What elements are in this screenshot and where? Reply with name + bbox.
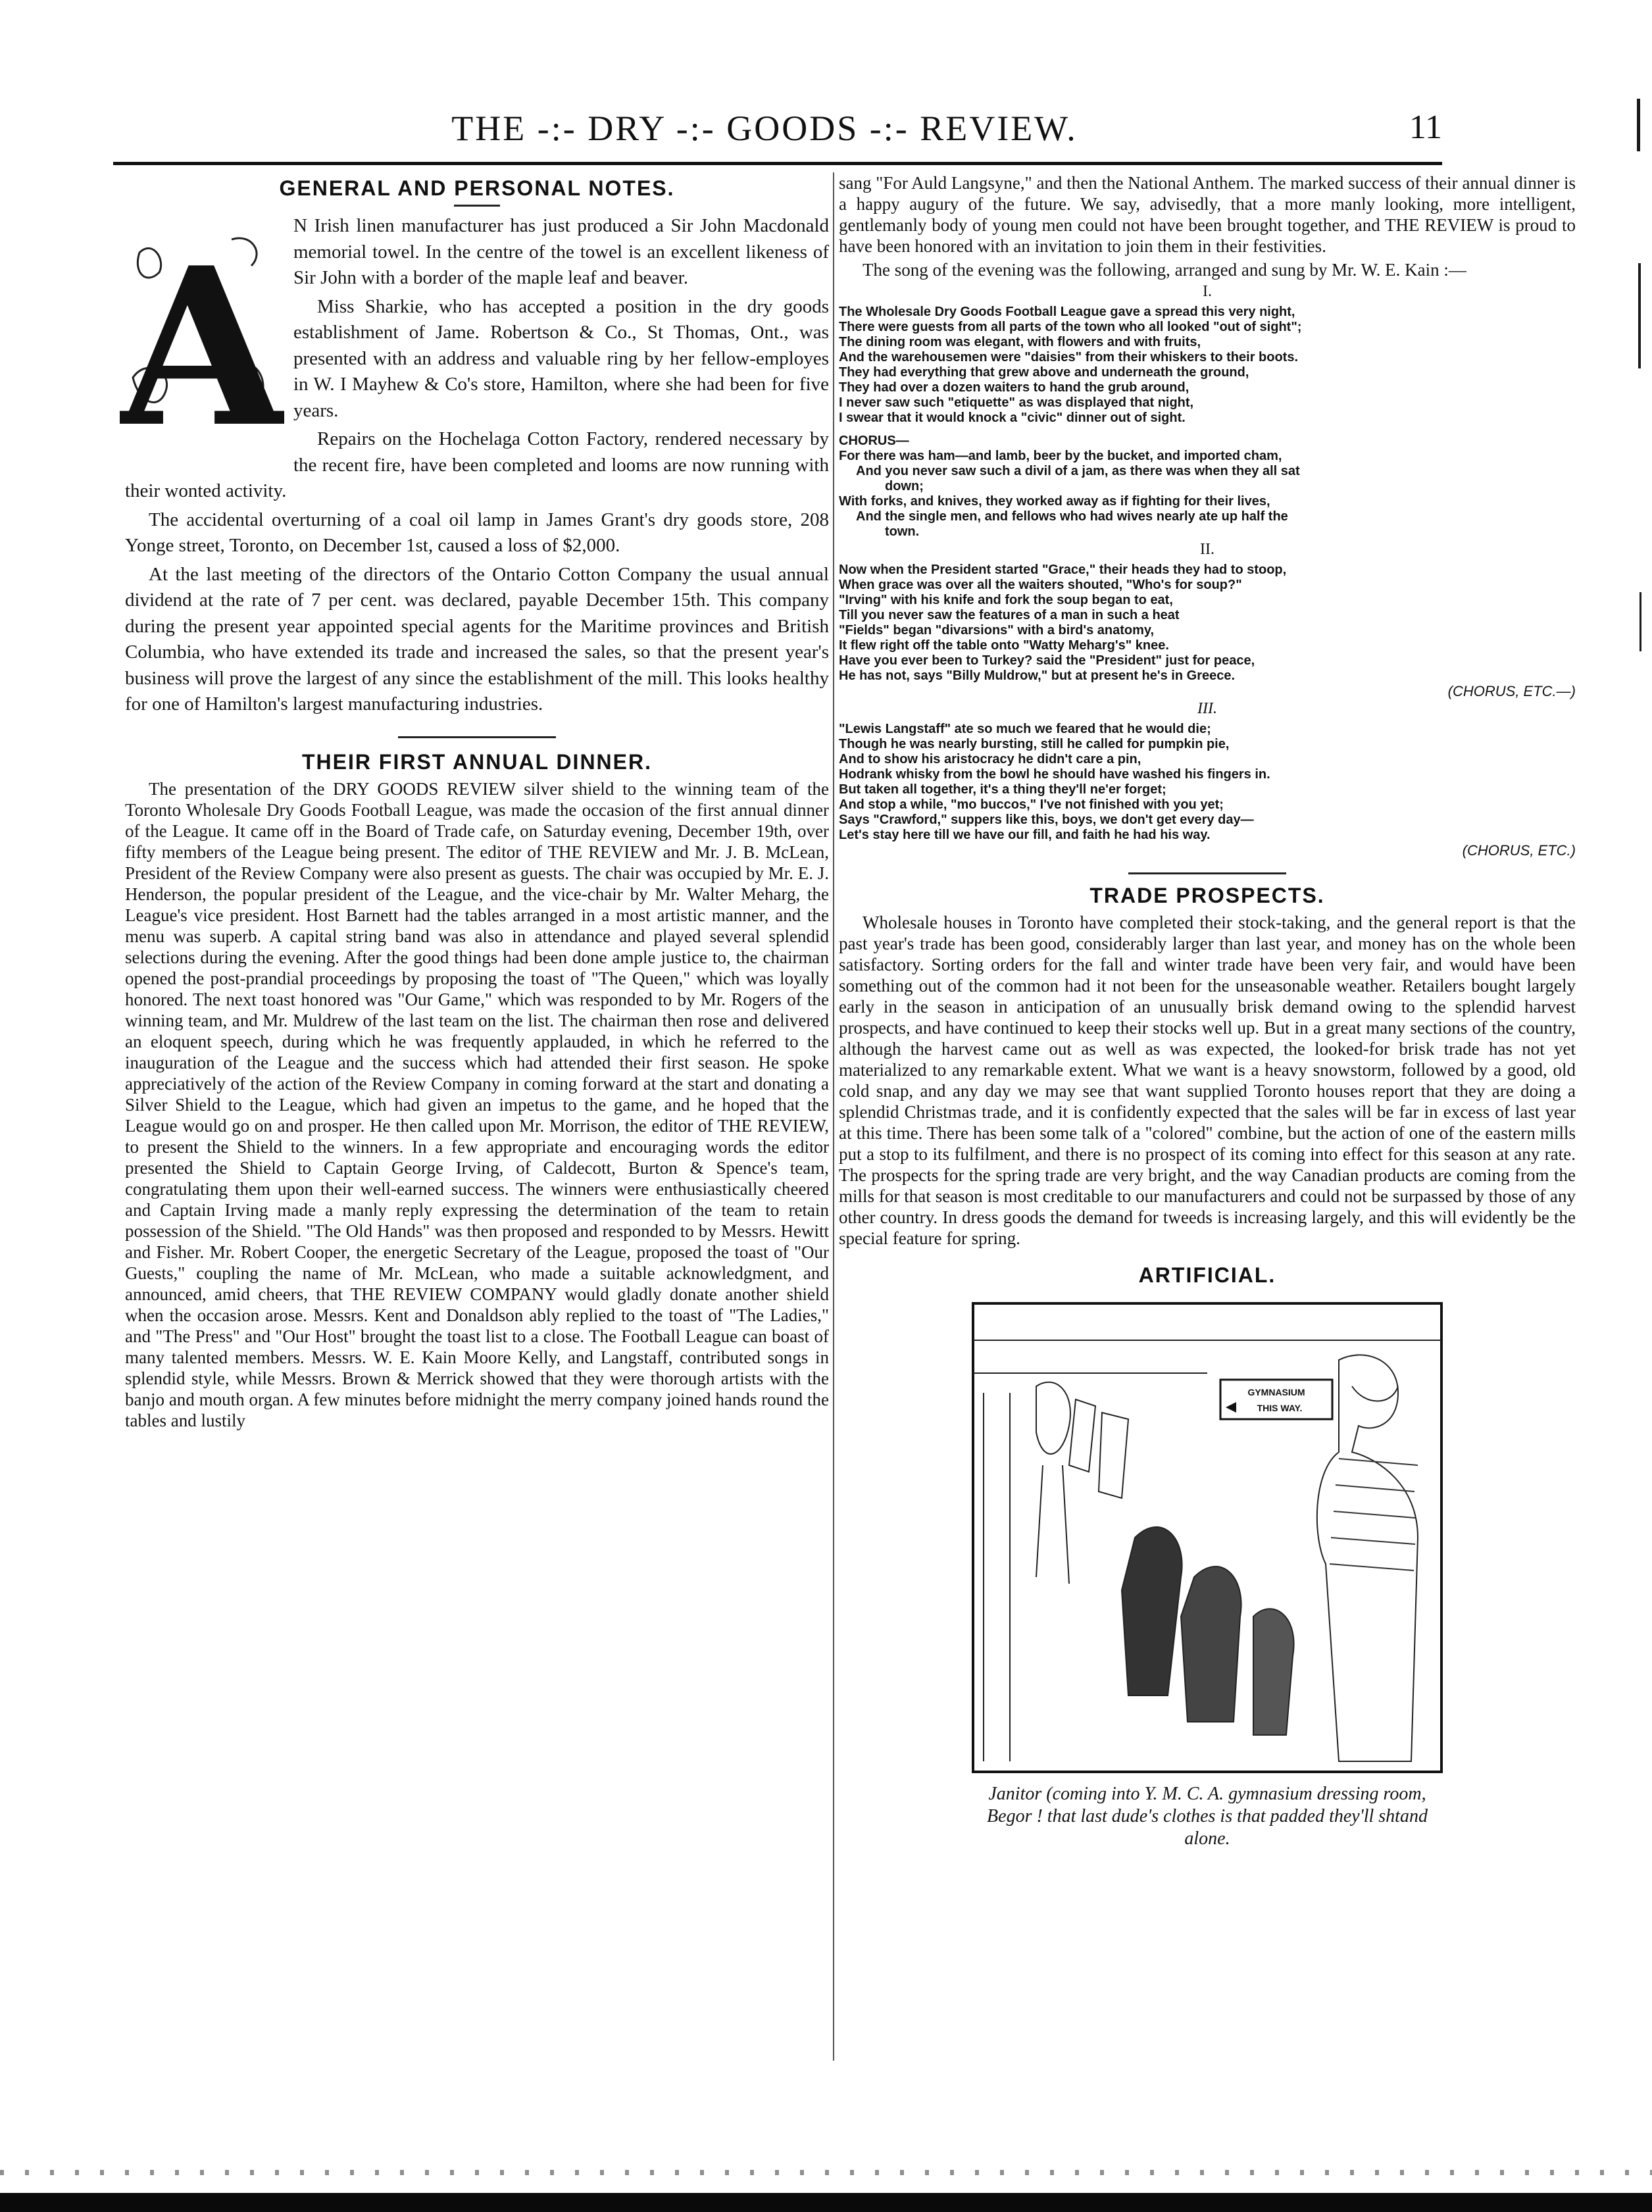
section-title-notes: GENERAL AND PERSONAL NOTES. [279, 176, 675, 200]
song-line: And stop a while, "mo buccos," I've not finished with you yet; [839, 797, 1224, 812]
cartoon-illustration [970, 1301, 1444, 1774]
verse-number: III. [1197, 700, 1217, 717]
song-line: It flew right off the table onto "Watty Meharg's" knee. [839, 638, 1169, 653]
section-title-trade: TRADE PROSPECTS. [1089, 884, 1325, 907]
song-line: They had everything that grew above and underneath the ground, [839, 365, 1249, 380]
song-line: And to show his aristocracy he didn't care a pin, [839, 752, 1141, 767]
song-line: I never saw such "etiquette" as was displayed that night, [839, 395, 1194, 410]
song-line: For there was ham—and lamb, beer by the bucket, and imported cham, [839, 449, 1282, 463]
notes-paragraph: The accidental overturning of a coal oil lamp in James Grant's dry goods store, 208 Yonge street, Toronto, on December 1st, caused a loss of $2,000. [125, 509, 829, 556]
cartoon-caption [970, 1783, 1444, 1850]
notes-paragraph: N Irish linen manufacturer has just produced a Sir John Macdonald memorial towel. In the centre of the towel is an excellent likeness of Sir John with a border of the maple leaf and beaver. [293, 215, 829, 288]
song-line: "Lewis Langstaff" ate so much we feared that he would die; [839, 722, 1211, 736]
dinner-paragraph: sang "For Auld Langsyne," and then the National Anthem. The marked success of their annual dinner is a happy augury of the future. We say, advisedly, that a more manly looking, more intelligent, gentlemanly body of young men could not have been brought together, and THE REVIEW is proud to have been honored with an invitation to join them in their festivities. [839, 173, 1576, 256]
song-line: With forks, and knives, they worked away as if fighting for their lives, [839, 494, 1270, 509]
song-line: town. [885, 524, 920, 539]
song-line: The dining room was elegant, with flowers and with fruits, [839, 335, 1201, 349]
chorus-repeat: (CHORUS, ETC.) [1462, 842, 1576, 859]
song-line: There were guests from all parts of the town who all looked "out of sight"; [839, 320, 1302, 334]
caption-line: Begor ! that last dude's clothes is that padded they'll shtand alone. [987, 1806, 1428, 1849]
song-line: When grace was over all the waiters shouted, "Who's for soup?" [839, 578, 1242, 592]
notes-paragraph: Repairs on the Hochelaga Cotton Factory, rendered necessary by the recent fire, have been completed and looms are now running with their wonted activity. [125, 428, 829, 501]
masthead: THE -:- DRY -:- GOODS -:- REVIEW. [451, 109, 1078, 148]
song-line: And the single men, and fellows who had wives nearly ate up half the [856, 509, 1288, 524]
cartoon [970, 1301, 1444, 1850]
column-divider [833, 172, 834, 2061]
dropcap-illustration [120, 213, 284, 457]
left-column [120, 172, 829, 1434]
section-title-dinner: THEIR FIRST ANNUAL DINNER. [302, 749, 652, 774]
song-line: Now when the President started "Grace," their heads they had to stoop, [839, 563, 1287, 577]
scan-edge-mark [1639, 592, 1641, 651]
section-title-artificial: ARTIFICIAL. [1138, 1263, 1276, 1287]
page-header [113, 99, 1442, 151]
song-line: Have you ever been to Turkey? said the "President" just for peace, [839, 653, 1255, 668]
dropcap-ornament-icon [120, 213, 284, 457]
dinner-paragraph: The song of the evening was the following, arranged and sung by Mr. W. E. Kain :— [863, 260, 1466, 280]
song-line: Says "Crawford," suppers like this, boys, we don't get every day— [839, 813, 1254, 827]
song-line: And you never saw such a divil of a jam, as there was when they all sat [856, 464, 1300, 478]
notes-paragraph: At the last meeting of the directors of the Ontario Cotton Company the usual annual dividend at the rate of 7 per cent. was declared, payable December 15th. This company during the present year appointed special agents for the Maritime provinces and British Columbia, who have extended its trade and increased the sales, so that the present year's business will prove the largest of any since the establishment of the mill. This looks healthy for one of Hamilton's largest manufacturing industries. [125, 563, 829, 715]
footer-rule [0, 2193, 1652, 2212]
title-rule [454, 205, 500, 207]
trade-paragraph: Wholesale houses in Toronto have completed their stock-taking, and the general report is that the past year's trade has been good, considerably larger than last year, and money has on the whole been satisfactory. Sorting orders for the fall and winter trade have been very fair, and would have been something out of the common had it not been for the unseasonable weather. Retailers bought largely early in the season in anticipation of an unusually brisk demand owing to the splendid harvest prospects, and have continued to keep their stocks well up. But in a great many sections of the country, although the harvest came out as well as was expected, the looked-for brisk trade has not yet materialized to any remarkable extent. What we want is a heavy snowstorm, followed by a good, old cold snap, and any day we may see that want supplied Toronto houses report that they are doing a splendid Christmas trade, and it is confidently expected that the sales will be far in excess of last year at this time. There has been some talk of a "colored" combine, but the action of one of the eastern mills put a stop to its fulfilment, and there is no prospect of its coming into effect for this season at any rate. The prospects for the spring trade are very bright, and the way Canadian products are coming from the mills for that season is most creditable to our manufacturers and could not be surpassed by those of any other country. In dress goods the demand for tweeds is increasing largely, and this will evidently be the special feature for spring. [839, 913, 1576, 1248]
song-line: Though he was nearly bursting, still he called for pumpkin pie, [839, 737, 1230, 751]
notes-body [120, 213, 829, 718]
song-line: And the warehousemen were "daisies" from their whiskers to their boots. [839, 350, 1299, 364]
footer-dotted-rule [0, 2170, 1652, 2175]
notes-paragraph: Miss Sharkie, who has accepted a position in the dry goods establishment of Jame. Robertson & Co., St Thomas, Ont., was presented with an address and valuable ring by her fellow-employes in W. I Mayhew & Co's store, Hamilton, where she had been for five years. [293, 295, 829, 421]
verse-number: II. [1200, 541, 1214, 558]
scan-edge-mark [1637, 99, 1640, 151]
dinner-paragraph: The presentation of the DRY GOODS REVIEW silver shield to the winning team of the Toronto Wholesale Dry Goods Football League, was made the occasion of the first annual dinner of the League. It came off in the Board of Trade cafe, on Saturday evening, December 19th, over fifty members of the League being present. The editor of THE REVIEW and Mr. J. B. McLean, President of the Review Company were also present as guests. The chair was occupied by Mr. E. J. Henderson, the popular president of the League, and the vice-chair by Mr. Walter Meharg, the League's vice president. Host Barnett had the tables arranged in a most artistic manner, and the menu was superb. A capital string band was also in attendance and played several splendid selections during the evening. After the good things had been done ample justice to, the chairman opened the post-prandial proceedings by proposing the toast of "The Queen," which was loyally honored. The next toast honored was "Our Game," which was responded to by Mr. Rogers of the winning team, and Mr. Muldrew of the last team on the list. The chairman then rose and delivered an eloquent speech, during which he was frequently applauded, in which he referred to the inauguration of the League and the success which had attended their first season. He spoke appreciatively of the action of the Review Company in coming forward at the start and donating a Silver Shield to the League, which had given an impetus to the game, and he hoped that the League would go on and prosper. He then called upon Mr. Morrison, the editor of THE REVIEW, to present the Shield to the winners. In a few appropriate and encouraging words the editor presented the Shield to Captain George Irving, of Caldecott, Burton & Spence's team, congratulating them upon their well-earned success. The winners were enthusiastically cheered and Captain Irving made a manly reply expressing the determination of the team to retain possession of the Shield. "The Old Hands" was then proposed and responded to by Messrs. Hewitt and Fisher. Mr. Robert Cooper, the energetic Secretary of the League, proposed the toast of "Our Guests," coupling the name of Mr. McLean, who made a suitable acknowledgment, and announced, amid cheers, that THE REVIEW COMPANY would gladly donate another shield when the occasion arose. Messrs. Kent and Donaldson ably replied to the toast of "The Ladies," and "The Press" and "Our Host" brought the toast list to a close. The Football League can boast of many talented members. Messrs. W. E. Kain Moore Kelly, and Langstaff, contributed songs in splendid style, while Messrs. Brown & Merrick showed that they were thorough artists with the banjo and mouth organ. A few minutes before midnight the merry company joined hands round the tables and lustily [125, 778, 829, 1430]
scan-edge-mark [1638, 263, 1641, 368]
song-line: But taken all together, it's a thing they'll ne'er forget; [839, 782, 1166, 797]
song-line: down; [885, 479, 924, 493]
dropcap-letter: A [120, 220, 284, 457]
caption-line: Janitor (coming into Y. M. C. A. gymnasium dressing room, [988, 1784, 1426, 1804]
right-column [839, 172, 1576, 1850]
song-line: Hodrank whisky from the bowl he should have washed his fingers in. [839, 767, 1270, 782]
song-line: "Irving" with his knife and fork the soup began to eat, [839, 593, 1173, 607]
cartoon-sign-line: GYMNASIUM [1247, 1387, 1305, 1397]
song-line: I swear that it would knock a "civic" dinner out of sight. [839, 411, 1186, 425]
section-rule [1128, 872, 1286, 874]
song-line: He has not, says "Billy Muldrow," but at present he's in Greece. [839, 668, 1236, 683]
section-rule [398, 736, 556, 738]
chorus-label: CHORUS— [839, 434, 909, 448]
song-line: Till you never saw the features of a man in such a heat [839, 608, 1180, 622]
song-lyrics [839, 284, 1576, 858]
song-line: "Fields" began "divarsions" with a bird's anatomy, [839, 623, 1155, 638]
header-rule [113, 162, 1442, 165]
song-line: They had over a dozen waiters to hand the grub around, [839, 380, 1189, 395]
verse-number: I. [1203, 283, 1212, 300]
page-number: 11 [1409, 109, 1442, 146]
song-line: Let's stay here till we have our fill, and faith he had his way. [839, 828, 1211, 842]
song-line: The Wholesale Dry Goods Football League gave a spread this very night, [839, 305, 1295, 319]
cartoon-sign-line: THIS WAY. [1257, 1403, 1303, 1413]
chorus-repeat: (CHORUS, ETC.—) [1447, 683, 1576, 699]
